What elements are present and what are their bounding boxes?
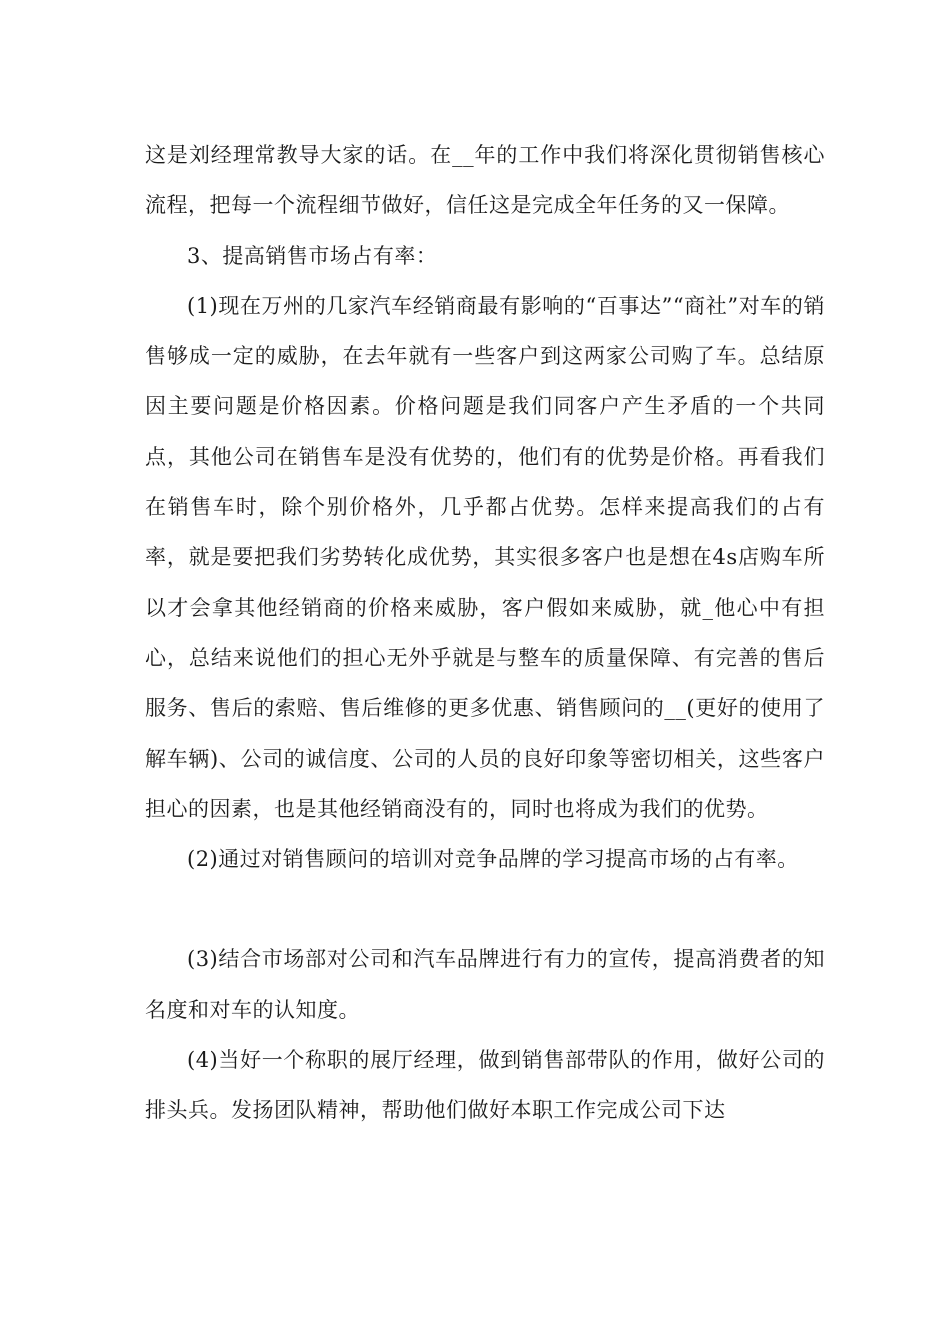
blank-line (145, 884, 825, 934)
section-heading-market-share: 3、提高销售市场占有率： (187, 243, 438, 268)
paragraph-item-3: (3)结合市场部对公司和汽车品牌进行有力的宣传，提高消费者的知名度和对车的认知度。 (145, 947, 825, 1022)
paragraph-item-4: (4)当好一个称职的展厅经理，做到销售部带队的作用，做好公司的排头兵。发扬团队精神，帮助他们做好本职工作完成公司下达 (145, 1048, 825, 1123)
document-body (145, 130, 825, 1136)
paragraph-item-1: (1)现在万州的几家汽车经销商最有影响的“百事达”“商社”对车的销售够成一定的威胁，在去年就有一些客户到这两家公司购了车。总结原因主要问题是价格因素。价格问题是我们同客户产生矛盾的一个共同点，其他公司在销售车是没有优势的，他们有的优势是价格。再看我们在销售车时，除个别价格外，几乎都占优势。怎样来提高我们的占有率，就是要把我们劣势转化成优势，其实很多客户也是想在4s店购车所以才会拿其他经销商的价格来威胁，客户假如来威胁，就_他心中有担心，总结来说他们的担心无外乎就是与整车的质量保障、有完善的售后服务、售后的索赔、售后维修的更多优惠、销售顾问的__(更好的使用了解车辆)、公司的诚信度、公司的人员的良好印象等密切相关，这些客户担心的因素，也是其他经销商没有的，同时也将成为我们的优势。 (145, 293, 825, 821)
paragraph-continuation: 这是刘经理常教导大家的话。在__年的工作中我们将深化贯彻销售核心流程，把每一个流程细节做好，信任这是完成全年任务的又一保障。 (145, 143, 825, 218)
paragraph-item-2: (2)通过对销售顾问的培训对竞争品牌的学习提高市场的占有率。 (187, 847, 799, 872)
